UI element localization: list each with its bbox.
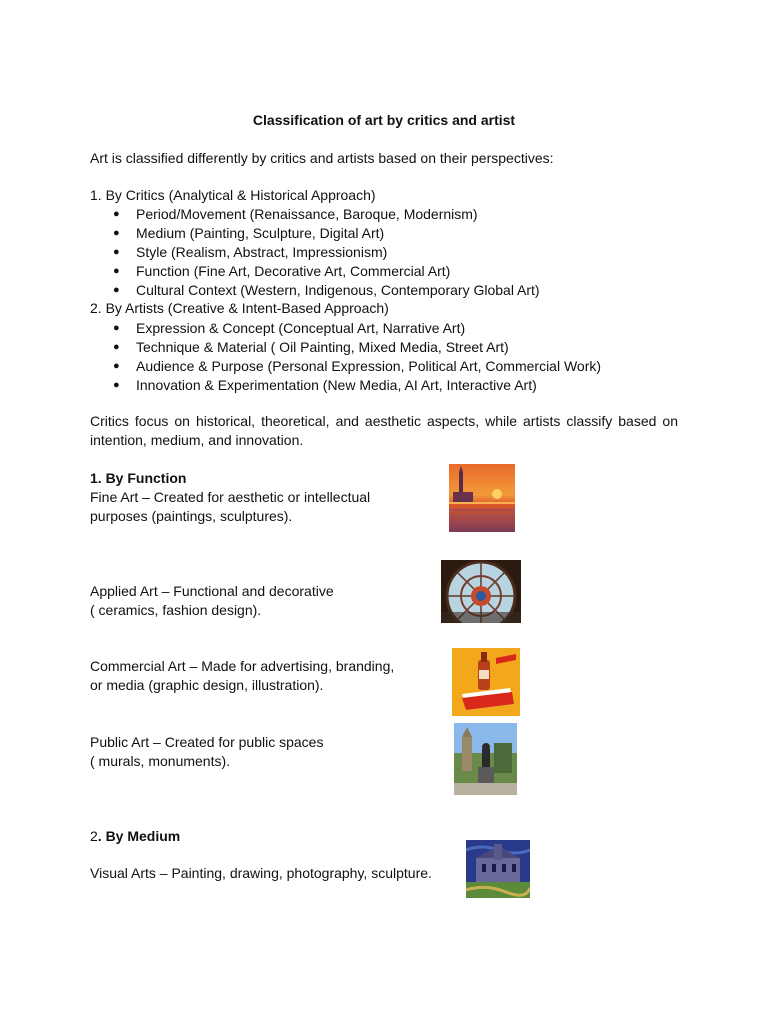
medium-heading <box>90 827 180 846</box>
list-item: Style (Realism, Abstract, Impressionism) <box>136 244 388 260</box>
visual-arts-painting-image <box>466 840 530 898</box>
public-art-monument-image <box>454 723 517 795</box>
bullet-icon: ● <box>113 322 120 334</box>
fine-art-line-2: purposes (paintings, sculptures). <box>90 508 293 524</box>
bullet-icon: ● <box>113 208 120 220</box>
public-art-line-2: ( murals, monuments). <box>90 753 231 769</box>
bullet-icon: ● <box>113 265 120 277</box>
list-item: Period/Movement (Renaissance, Baroque, Modernism) <box>136 206 478 222</box>
public-art-line-1: Public Art – Created for public spaces <box>90 734 324 750</box>
summary-paragraph: Critics focus on historical, theoretical, and aesthetic aspects, while artists classify based on intention, medium, and innovation. <box>90 413 678 448</box>
list-item: Function (Fine Art, Decorative Art, Commercial Art) <box>136 263 451 279</box>
list-item: Innovation & Experimentation (New Media, AI Art, Interactive Art) <box>136 377 537 393</box>
artists-heading: 2. By Artists (Creative & Intent-Based Approach) <box>90 300 389 316</box>
intro-paragraph: Art is classified differently by critics and artists based on their perspectives: <box>90 150 554 166</box>
medium-heading-number: 2 <box>90 828 98 844</box>
commercial-art-advertisement-image <box>452 648 520 716</box>
commercial-art-line-2: or media (graphic design, illustration). <box>90 677 324 693</box>
list-item: Medium (Painting, Sculpture, Digital Art) <box>136 225 385 241</box>
commercial-art-line-1: Commercial Art – Made for advertising, branding, <box>90 658 395 674</box>
visual-arts-line: Visual Arts – Painting, drawing, photography, sculpture. <box>90 865 432 881</box>
applied-art-line-2: ( ceramics, fashion design). <box>90 602 262 618</box>
function-heading: 1. By Function <box>90 470 187 486</box>
bullet-icon: ● <box>113 360 120 372</box>
bullet-icon: ● <box>113 284 120 296</box>
list-item: Expression & Concept (Conceptual Art, Narrative Art) <box>136 320 466 336</box>
bullet-icon: ● <box>113 379 120 391</box>
list-item: Technique & Material ( Oil Painting, Mixed Media, Street Art) <box>136 339 509 355</box>
medium-heading-text: . By Medium <box>97 828 181 844</box>
document-title: Classification of art by critics and artist <box>252 112 516 128</box>
list-item: Audience & Purpose (Personal Expression, Political Art, Commercial Work) <box>136 358 602 374</box>
bullet-icon: ● <box>113 246 120 258</box>
list-item: Cultural Context (Western, Indigenous, Contemporary Global Art) <box>136 282 540 298</box>
applied-art-stained-glass-image <box>441 560 521 623</box>
critics-heading: 1. By Critics (Analytical & Historical Approach) <box>90 187 376 203</box>
bullet-icon: ● <box>113 227 120 239</box>
applied-art-line-1: Applied Art – Functional and decorative <box>90 583 334 599</box>
bullet-icon: ● <box>113 341 120 353</box>
fine-art-line-1: Fine Art – Created for aesthetic or intellectual <box>90 489 371 505</box>
fine-art-painting-image <box>449 464 515 532</box>
